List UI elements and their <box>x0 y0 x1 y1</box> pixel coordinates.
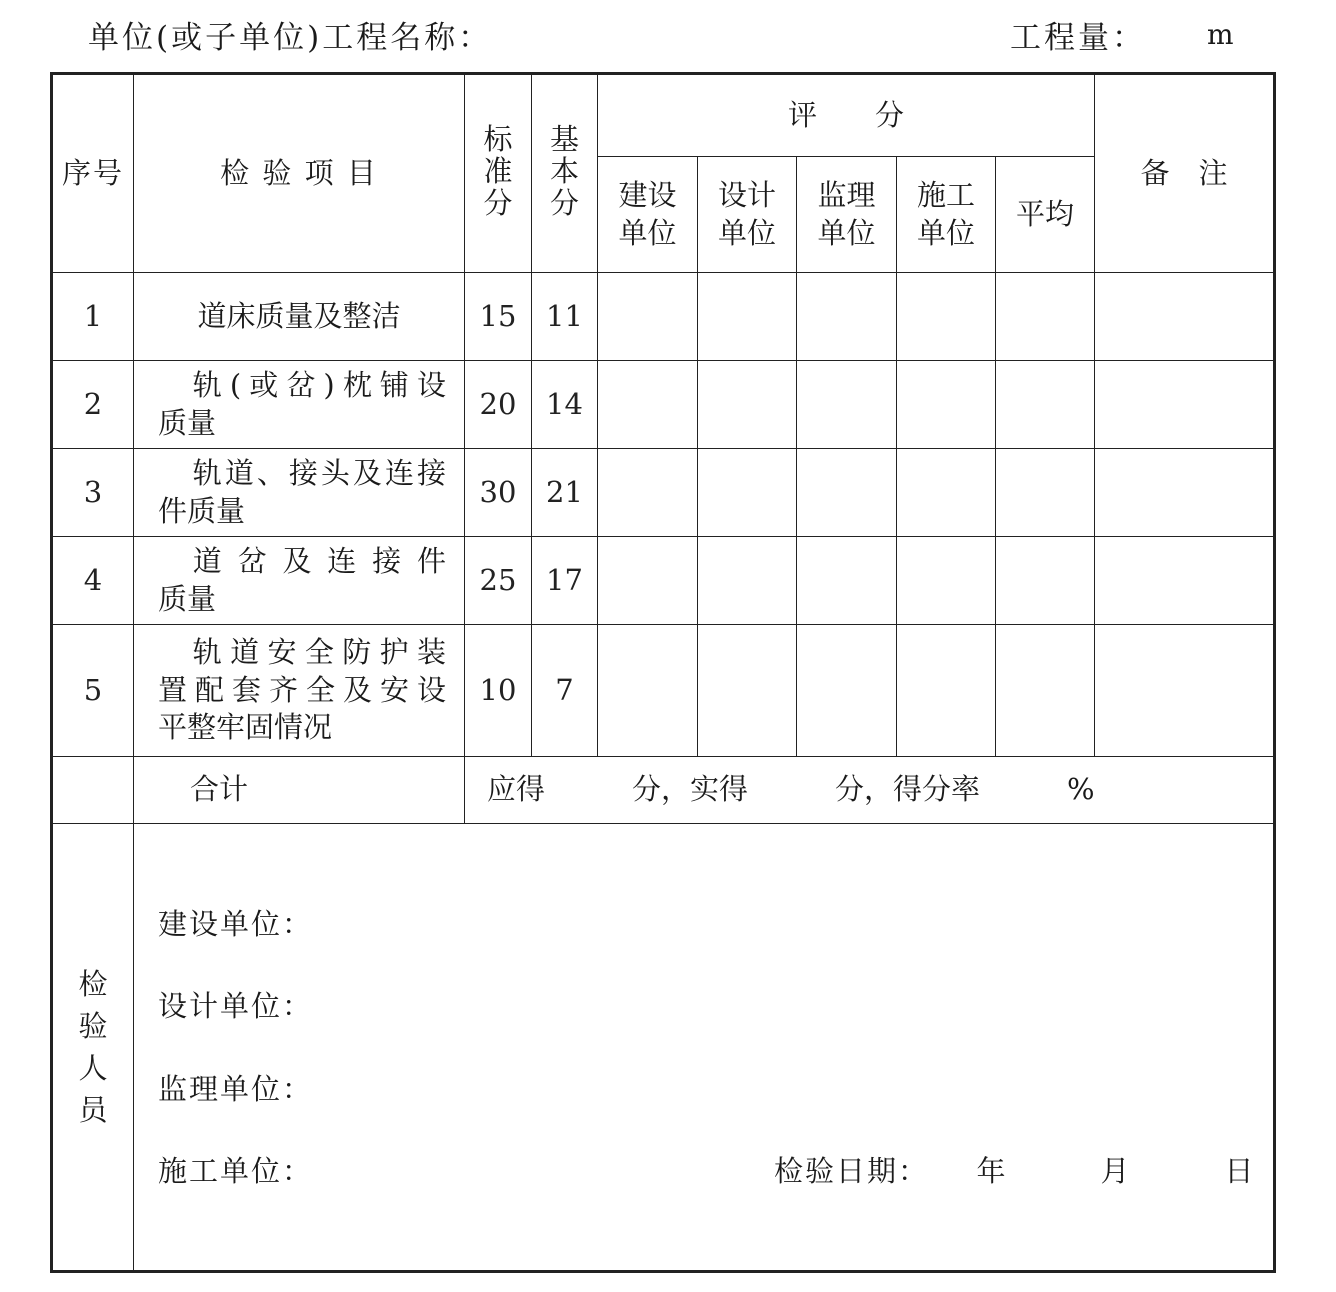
inspectors-label: 检 验 人 员 <box>52 824 134 1272</box>
score-cell[interactable] <box>698 537 797 625</box>
score-cell[interactable] <box>797 625 897 757</box>
header-builder-unit: 施工 单位 <box>897 157 996 273</box>
remarks-cell[interactable] <box>1095 273 1275 361</box>
score-cell[interactable] <box>598 625 698 757</box>
total-seq-cell <box>52 757 134 824</box>
header-construction-unit: 建设 单位 <box>598 157 698 273</box>
total-row <box>52 757 1275 824</box>
score-cell[interactable] <box>996 361 1095 449</box>
table-row <box>52 361 1275 449</box>
score-cell[interactable] <box>698 361 797 449</box>
row-item: 道岔及连接件 质量 <box>134 537 465 625</box>
score-cell[interactable] <box>698 449 797 537</box>
score-cell[interactable] <box>698 625 797 757</box>
inspection-score-table <box>50 72 1276 1273</box>
table-row <box>52 273 1275 361</box>
score-cell[interactable] <box>897 449 996 537</box>
score-cell[interactable] <box>598 361 698 449</box>
score-cell[interactable] <box>996 625 1095 757</box>
score-cell[interactable] <box>797 273 897 361</box>
supervision-unit-signature[interactable]: 监理单位： <box>158 1072 314 1106</box>
score-cell[interactable] <box>996 273 1095 361</box>
header-item: 检 验 项 目 <box>134 74 465 273</box>
remarks-cell[interactable] <box>1095 449 1275 537</box>
score-cell[interactable] <box>797 537 897 625</box>
table-row <box>52 449 1275 537</box>
row-seq: 2 <box>52 361 134 449</box>
table-row <box>52 537 1275 625</box>
builder-unit-signature[interactable]: 施工单位： <box>158 1154 314 1188</box>
quantity-unit: m <box>1207 18 1234 51</box>
header-score-group: 评 分 <box>598 74 1095 157</box>
header-basic-score: 基 本 分 <box>532 74 598 273</box>
inspectors-signatures <box>134 824 1275 1272</box>
row-standard: 10 <box>465 625 532 757</box>
row-standard: 20 <box>465 361 532 449</box>
score-cell[interactable] <box>598 273 698 361</box>
row-item: 轨道安全防护装 置配套齐全及安设 平整牢固情况 <box>134 625 465 757</box>
inspection-date[interactable]: 检验日期： 年 月 日 <box>774 1154 1256 1188</box>
row-basic: 7 <box>532 625 598 757</box>
header-supervision-unit: 监理 单位 <box>797 157 897 273</box>
header-seq: 序号 <box>52 74 134 273</box>
row-standard: 25 <box>465 537 532 625</box>
row-basic: 14 <box>532 361 598 449</box>
row-item: 轨道、接头及连接 件质量 <box>134 449 465 537</box>
remarks-cell[interactable] <box>1095 625 1275 757</box>
row-standard: 15 <box>465 273 532 361</box>
score-cell[interactable] <box>996 449 1095 537</box>
row-basic: 17 <box>532 537 598 625</box>
row-seq: 4 <box>52 537 134 625</box>
form-header <box>0 6 1336 62</box>
score-cell[interactable] <box>698 273 797 361</box>
row-item: 道床质量及整洁 <box>134 273 465 361</box>
quantity-label: 工程量： <box>1010 20 1146 56</box>
score-cell[interactable] <box>598 537 698 625</box>
remarks-cell[interactable] <box>1095 537 1275 625</box>
header-design-unit: 设计 单位 <box>698 157 797 273</box>
row-standard: 30 <box>465 449 532 537</box>
table-row <box>52 625 1275 757</box>
score-cell[interactable] <box>797 449 897 537</box>
row-seq: 1 <box>52 273 134 361</box>
row-item: 轨(或岔)枕铺设 质量 <box>134 361 465 449</box>
row-basic: 21 <box>532 449 598 537</box>
score-cell[interactable] <box>897 273 996 361</box>
header-average: 平均 <box>996 157 1095 273</box>
construction-unit-signature[interactable]: 建设单位： <box>158 907 314 941</box>
remarks-cell[interactable] <box>1095 361 1275 449</box>
header-remarks: 备 注 <box>1095 74 1275 273</box>
total-score-text: 应得 分，实得 分，得分率 % <box>465 757 1275 824</box>
row-seq: 3 <box>52 449 134 537</box>
score-cell[interactable] <box>598 449 698 537</box>
score-cell[interactable] <box>897 625 996 757</box>
row-basic: 11 <box>532 273 598 361</box>
total-label: 合计 <box>134 757 465 824</box>
design-unit-signature[interactable]: 设计单位： <box>158 989 314 1023</box>
project-name-label: 单位(或子单位)工程名称： <box>88 20 493 56</box>
score-cell[interactable] <box>996 537 1095 625</box>
score-cell[interactable] <box>797 361 897 449</box>
row-seq: 5 <box>52 625 134 757</box>
header-standard-score: 标 准 分 <box>465 74 532 273</box>
score-cell[interactable] <box>897 361 996 449</box>
score-cell[interactable] <box>897 537 996 625</box>
inspectors-row <box>52 824 1275 1272</box>
